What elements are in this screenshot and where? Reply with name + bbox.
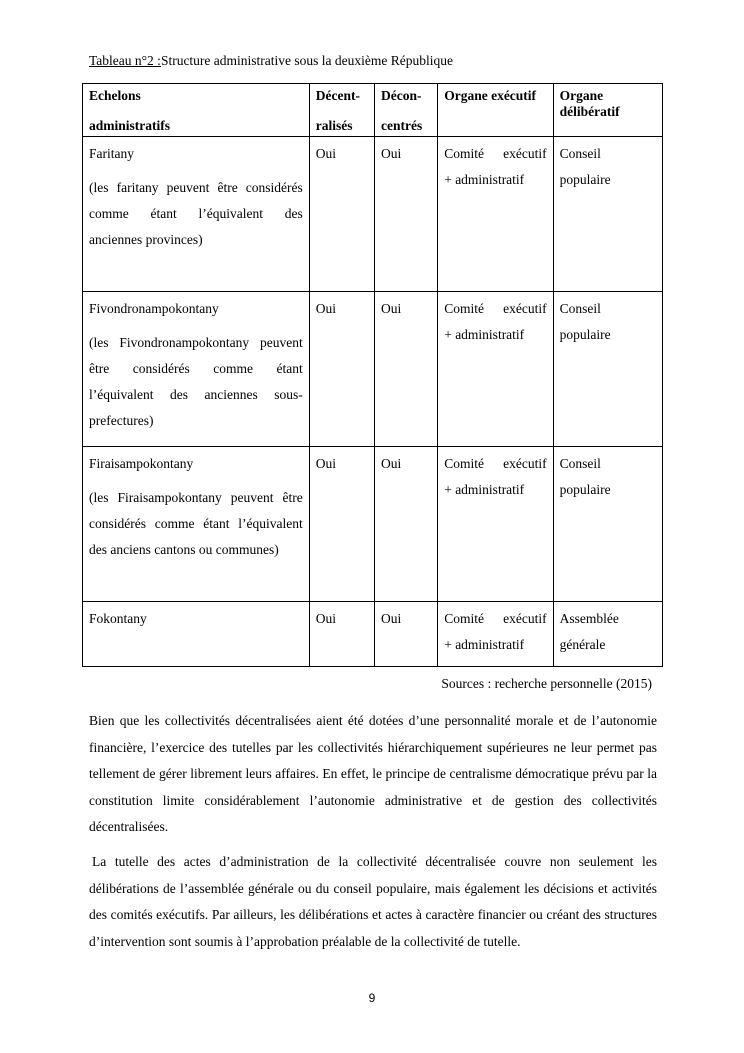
echelon-note: (les Fivondronampokontany peuvent être considérés comme étant l’équivalent des anciennes sous-prefectures) — [89, 335, 303, 428]
cell-decentralises: Oui — [309, 292, 374, 447]
table-row — [83, 447, 663, 602]
header-echelons-line1: Echelons — [89, 88, 141, 103]
cell-echelon — [83, 137, 310, 292]
cell-deliberatif — [553, 137, 662, 292]
table-row — [83, 292, 663, 447]
cell-echelon — [83, 292, 310, 447]
cell-echelon — [83, 447, 310, 602]
cell-echelon — [83, 602, 310, 667]
table-header-row — [83, 84, 663, 137]
deliberatif-line1: Assemblée — [559, 611, 619, 626]
header-organe-executif: Organe exécutif — [438, 84, 553, 137]
cell-executif — [438, 602, 553, 667]
deliberatif-line2: générale — [559, 637, 606, 652]
executif-line2: + administratif — [444, 482, 525, 497]
cell-deconcentres: Oui — [375, 447, 438, 602]
cell-deliberatif — [553, 602, 662, 667]
executif-line1: Comité exécutif — [444, 611, 547, 626]
echelon-name: Faritany — [89, 146, 134, 161]
echelon-name: Firaisampokontany — [89, 456, 194, 471]
executif-line1: Comité exécutif — [444, 146, 547, 161]
echelon-name: Fokontany — [89, 611, 147, 626]
cell-executif — [438, 447, 553, 602]
cell-deconcentres: Oui — [375, 602, 438, 667]
cell-decentralises: Oui — [309, 137, 374, 292]
cell-decentralises: Oui — [309, 602, 374, 667]
executif-line1: Comité exécutif — [444, 456, 547, 471]
caption-text: Structure administrative sous la deuxième République — [160, 53, 453, 68]
executif-line2: + administratif — [444, 172, 525, 187]
executif-line1: Comité exécutif — [444, 301, 547, 316]
cell-deliberatif — [553, 292, 662, 447]
echelon-note: (les faritany peuvent être considérés comme étant l’équivalent des anciennes provinces) — [89, 180, 303, 247]
caption-label: Tableau n°2 : — [89, 53, 161, 68]
cell-executif — [438, 292, 553, 447]
echelon-note: (les Firaisampokontany peuvent être considérés comme étant l’équivalent des anciens cantons ou communes) — [89, 490, 303, 557]
administrative-structure-table — [82, 83, 663, 667]
header-deconcentres-line2: centrés — [381, 118, 423, 133]
executif-line2: + administratif — [444, 327, 525, 342]
cell-deliberatif — [553, 447, 662, 602]
deliberatif-line1: Conseil — [559, 456, 601, 471]
header-organe-deliberatif: Organe délibératif — [553, 84, 662, 137]
cell-deconcentres: Oui — [375, 137, 438, 292]
deliberatif-line2: populaire — [559, 482, 611, 497]
table-row — [83, 602, 663, 667]
cell-deconcentres: Oui — [375, 292, 438, 447]
cell-decentralises: Oui — [309, 447, 374, 602]
header-decentralises-line2: ralisés — [315, 118, 353, 133]
echelon-name: Fivondronampokontany — [89, 301, 219, 316]
executif-line2: + administratif — [444, 637, 525, 652]
paragraph: La tutelle des actes d’administration de la collectivité décentralisée couvre non seulement les délibérations de l’assemblée générale ou du conseil populaire, mais également les décisions et activités des comités exécutifs. Par ailleurs, les délibérations et actes à caractère financier ou créant des structures d’intervention sont soumis à l’approbation préalable de la collectivité de tutelle. — [89, 854, 657, 949]
deliberatif-line2: populaire — [559, 172, 611, 187]
table-row — [83, 137, 663, 292]
header-deconcentres-line1: Décon- — [381, 88, 422, 103]
cell-executif — [438, 137, 553, 292]
table-caption — [89, 53, 453, 69]
deliberatif-line2: populaire — [559, 327, 611, 342]
deliberatif-line1: Conseil — [559, 146, 601, 161]
page-number: 9 — [368, 991, 376, 1005]
deliberatif-line1: Conseil — [559, 301, 601, 316]
header-echelons-line2: administratifs — [89, 118, 170, 133]
header-decentralises-line1: Décent- — [315, 88, 361, 103]
header-echelons — [83, 84, 310, 137]
paragraph: Bien que les collectivités décentralisées aient été dotées d’une personnalité morale et de l’autonomie financière, l’exercice des tutelles par les collectivités hiérarchiquement supérieures ne leur permet pas tellement de gérer librement leurs affaires. En effet, le principe de centralisme démocratique prévu par la constitution limite considérablement l’autonomie administrative et de gestion des collectivités décentralisées. — [89, 713, 657, 834]
header-deconcentres — [375, 84, 438, 137]
table-source: Sources : recherche personnelle (2015) — [441, 676, 652, 691]
header-decentralises — [309, 84, 374, 137]
